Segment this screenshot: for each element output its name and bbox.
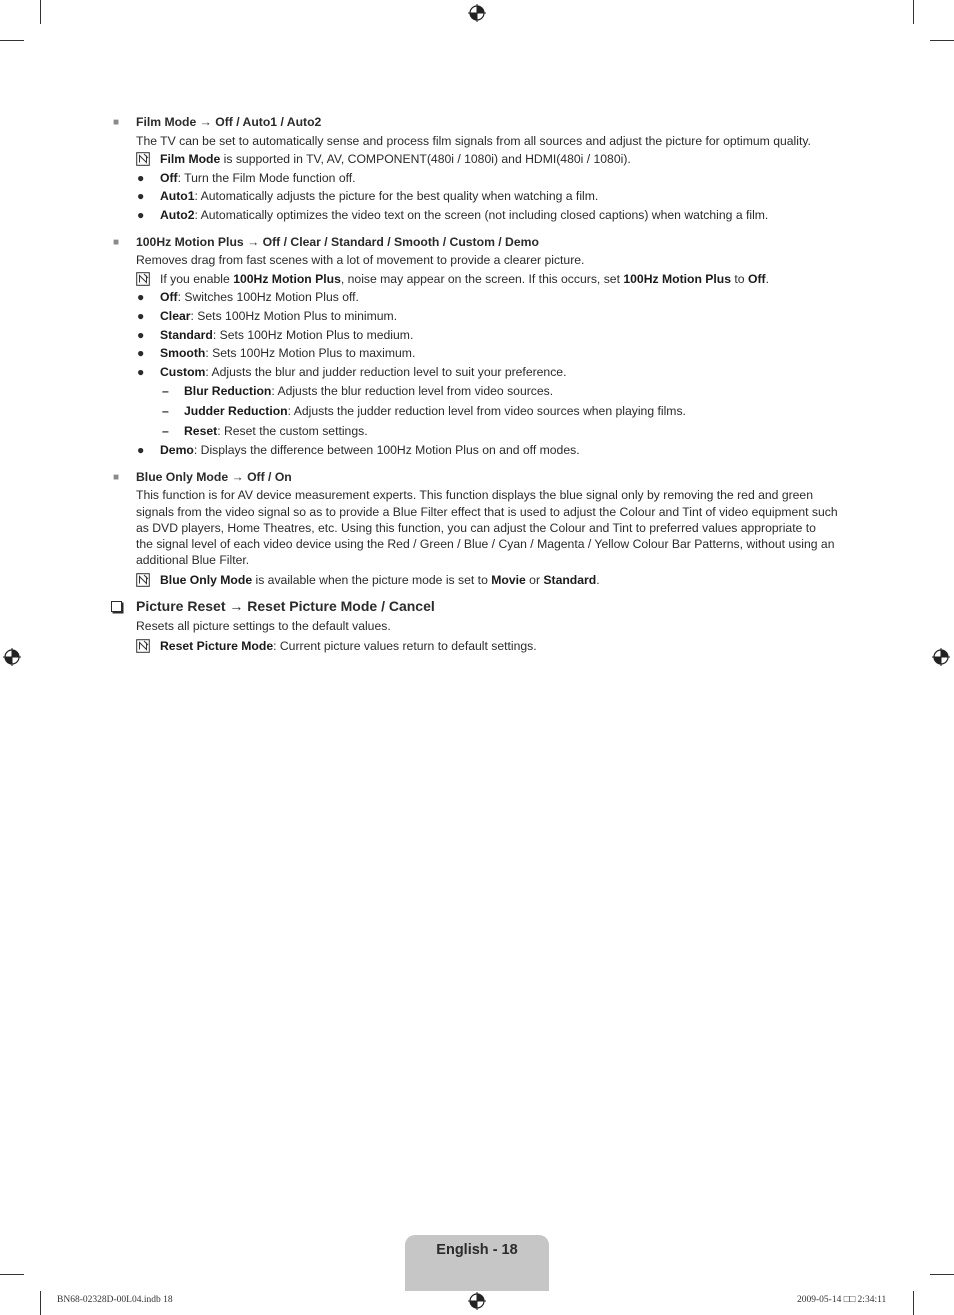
- list-item: ● Demo: Displays the difference between 100Hz Motion Plus on and off modes.: [108, 441, 844, 460]
- square-bullet-icon: ■: [113, 236, 120, 248]
- sub-list-item: – Reset: Reset the custom settings.: [108, 422, 844, 441]
- bullet-icon: ●: [137, 346, 145, 361]
- crop-mark: [930, 1274, 954, 1275]
- list-item: ● Clear: Sets 100Hz Motion Plus to minimum.: [108, 307, 844, 326]
- registration-mark-icon: [468, 4, 486, 22]
- crop-mark: [0, 1274, 24, 1275]
- crop-mark: [40, 1291, 41, 1315]
- bullet-icon: ●: [137, 364, 145, 379]
- bullet-icon: ●: [137, 308, 145, 323]
- blue-only-note: Blue Only Mode is available when the picture mode is set to Movie or Standard.: [108, 571, 844, 590]
- picture-reset-note: Reset Picture Mode: Current picture values return to default settings.: [108, 637, 844, 656]
- crop-mark: [913, 0, 914, 24]
- motion-plus-description: Removes drag from fast scenes with a lot of movement to provide a clearer picture.: [136, 253, 585, 268]
- list-item: ● Custom: Adjusts the blur and judder reduction level to suit your preference.: [108, 363, 844, 382]
- bullet-icon: ●: [137, 290, 145, 305]
- crop-mark: [40, 0, 41, 24]
- film-mode-heading: ■ Film Mode → Off / Auto1 / Auto2: [108, 113, 844, 132]
- crop-mark: [930, 40, 954, 41]
- footer-file-info: BN68-02328D-00L04.indb 18: [57, 1295, 173, 1305]
- square-bullet-icon: ■: [113, 117, 120, 128]
- sub-list-item: – Blur Reduction: Adjusts the blur reduction level from video sources.: [108, 382, 844, 401]
- list-item: ● Auto1: Automatically adjusts the picture for the best quality when watching a film.: [108, 187, 844, 206]
- dash-bullet-icon: –: [162, 403, 169, 418]
- list-item: ● Off: Turn the Film Mode function off.: [108, 169, 844, 188]
- square-bullet-icon: ■: [113, 471, 120, 483]
- blue-only-heading: ■ Blue Only Mode → Off / On: [108, 468, 844, 487]
- list-item: ● Smooth: Sets 100Hz Motion Plus to maximum.: [108, 344, 844, 363]
- list-item: ● Off: Switches 100Hz Motion Plus off.: [108, 288, 844, 307]
- list-item: ● Standard: Sets 100Hz Motion Plus to medium.: [108, 326, 844, 345]
- film-mode-note: Film Mode is supported in TV, AV, COMPONENT(480i / 1080i) and HDMI(480i / 1080i).: [108, 150, 844, 169]
- checkbox-bullet-icon: [111, 601, 122, 612]
- note-icon: [136, 152, 150, 166]
- bullet-icon: ●: [137, 327, 145, 342]
- bullet-icon: ●: [137, 189, 145, 204]
- crop-mark: [0, 40, 24, 41]
- sub-list-item: – Judder Reduction: Adjusts the judder reduction level from video sources when playing films.: [108, 402, 844, 421]
- manual-content: [108, 113, 844, 656]
- footer-timestamp: 2009-05-14 □□ 2:34:11: [797, 1295, 887, 1305]
- registration-mark-icon: [3, 648, 21, 666]
- picture-reset-description: Resets all picture settings to the default values.: [136, 619, 391, 634]
- registration-mark-icon: [932, 648, 950, 666]
- dash-bullet-icon: –: [162, 423, 169, 438]
- page-number: English - 18: [436, 1242, 518, 1258]
- bullet-icon: ●: [137, 207, 145, 222]
- note-icon: [136, 272, 150, 286]
- bullet-icon: ●: [137, 170, 145, 185]
- crop-mark: [913, 1291, 914, 1315]
- picture-reset-heading: Picture Reset → Reset Picture Mode / Cancel: [108, 596, 844, 616]
- note-icon: [136, 573, 150, 587]
- list-item: ● Auto2: Automatically optimizes the video text on the screen (not including closed captions) when watching a film.: [108, 206, 844, 225]
- film-mode-description: The TV can be set to automatically sense and process film signals from all sources and adjust the picture for optimum quality.: [136, 133, 811, 148]
- note-icon: [136, 639, 150, 653]
- motion-plus-heading: ■ 100Hz Motion Plus → Off / Clear / Standard / Smooth / Custom / Demo: [108, 233, 844, 252]
- registration-mark-icon: [468, 1292, 486, 1310]
- page-number-tab: [405, 1235, 549, 1291]
- blue-only-description: This function is for AV device measurement experts. This function displays the blue signal only by removing the red and green signals from the video signal so as to provide a Blue Filter effect that is used to adjust the Colour and Tint of video equipment such as DVD players, Home Theatres, etc. Using this function, you can adjust the Colour and Tint to preferred values appropriate to the signal level of each video device using the Red / Green / Blue / Cyan / Magenta / Yellow Colour Bar Patterns, without using an additional Blue Filter.: [136, 488, 838, 568]
- bullet-icon: ●: [137, 443, 145, 458]
- motion-plus-note: If you enable 100Hz Motion Plus, noise may appear on the screen. If this occurs, set 100Hz Motion Plus to Off.: [108, 270, 844, 289]
- dash-bullet-icon: –: [162, 384, 169, 399]
